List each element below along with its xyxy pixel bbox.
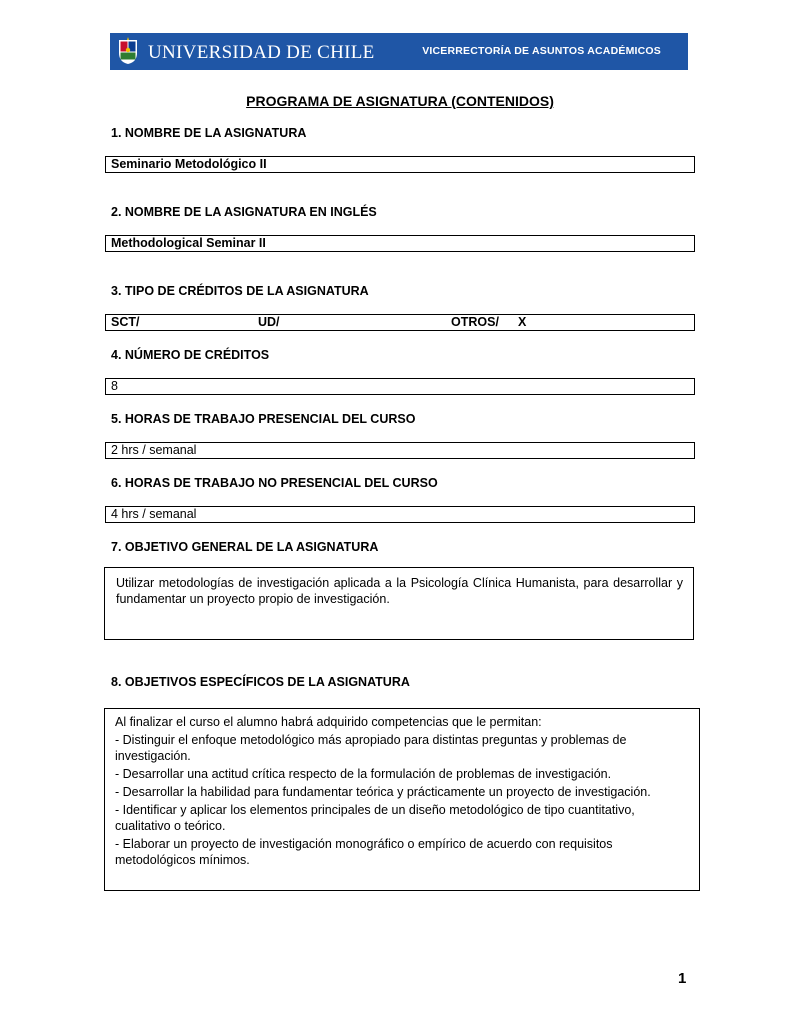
section-7-heading: 7. OBJETIVO GENERAL DE LA ASIGNATURA: [111, 540, 379, 554]
specific-objective-item: - Elaborar un proyecto de investigación monográfico o empírico de acuerdo con requisitos metodológicos mínimos.: [115, 837, 613, 867]
section-3-heading: 3. TIPO DE CRÉDITOS DE LA ASIGNATURA: [111, 284, 369, 298]
university-name: UNIVERSIDAD DE CHILE: [148, 42, 375, 63]
course-name-english-field: Methodological Seminar II: [105, 235, 695, 252]
course-name-field: Seminario Metodológico II: [105, 156, 695, 173]
section-6-heading: 6. HORAS DE TRABAJO NO PRESENCIAL DEL CURSO: [111, 476, 438, 490]
general-objective-box: [104, 567, 694, 640]
section-1-heading: 1. NOMBRE DE LA ASIGNATURA: [111, 126, 307, 140]
section-5-heading: 5. HORAS DE TRABAJO PRESENCIAL DEL CURSO: [111, 412, 416, 426]
page-number: 1: [678, 970, 687, 987]
specific-objective-item: - Distinguir el enfoque metodológico más apropiado para distintas preguntas y problemas de investigación.: [115, 733, 627, 763]
credit-sct-label: SCT/: [111, 315, 140, 329]
specific-objective-item: - Identificar y aplicar los elementos principales de un diseño metodológico de tipo cuantitativo, cualitativo o teórico.: [115, 803, 635, 833]
non-presential-hours-field: 4 hrs / semanal: [105, 506, 695, 523]
specific-objective-item: - Desarrollar la habilidad para fundamentar teórica y prácticamente un proyecto de investigación.: [115, 785, 651, 799]
specific-objectives-intro: Al finalizar el curso el alumno habrá adquirido competencias que le permitan:: [115, 715, 542, 729]
credit-otros-label: OTROS/: [451, 315, 499, 329]
section-2-heading: 2. NOMBRE DE LA ASIGNATURA EN INGLÉS: [111, 205, 377, 219]
general-objective-text: Utilizar metodologías de investigación aplicada a la Psicología Clínica Humanista, para desarrollar y fundamentar un proyecto propio de investigación.: [116, 576, 683, 606]
credit-type-field: [105, 314, 695, 331]
vicerrectoria-label: VICERRECTORÍA DE ASUNTOS ACADÉMICOS: [422, 45, 661, 57]
page-title: PROGRAMA DE ASIGNATURA (CONTENIDOS): [246, 93, 554, 109]
university-crest-icon: [118, 37, 138, 65]
credit-otros-mark: X: [518, 315, 527, 329]
section-4-heading: 4. NÚMERO DE CRÉDITOS: [111, 348, 270, 362]
presential-hours-field: 2 hrs / semanal: [105, 442, 695, 459]
credit-ud-label: UD/: [258, 315, 280, 329]
header-banner: [110, 33, 688, 70]
credit-number-field: 8: [105, 378, 695, 395]
specific-objective-item: - Desarrollar una actitud crítica respecto de la formulación de problemas de investigación.: [115, 767, 612, 781]
section-8-heading: 8. OBJETIVOS ESPECÍFICOS DE LA ASIGNATURA: [111, 675, 410, 689]
specific-objectives-box: [104, 708, 700, 891]
